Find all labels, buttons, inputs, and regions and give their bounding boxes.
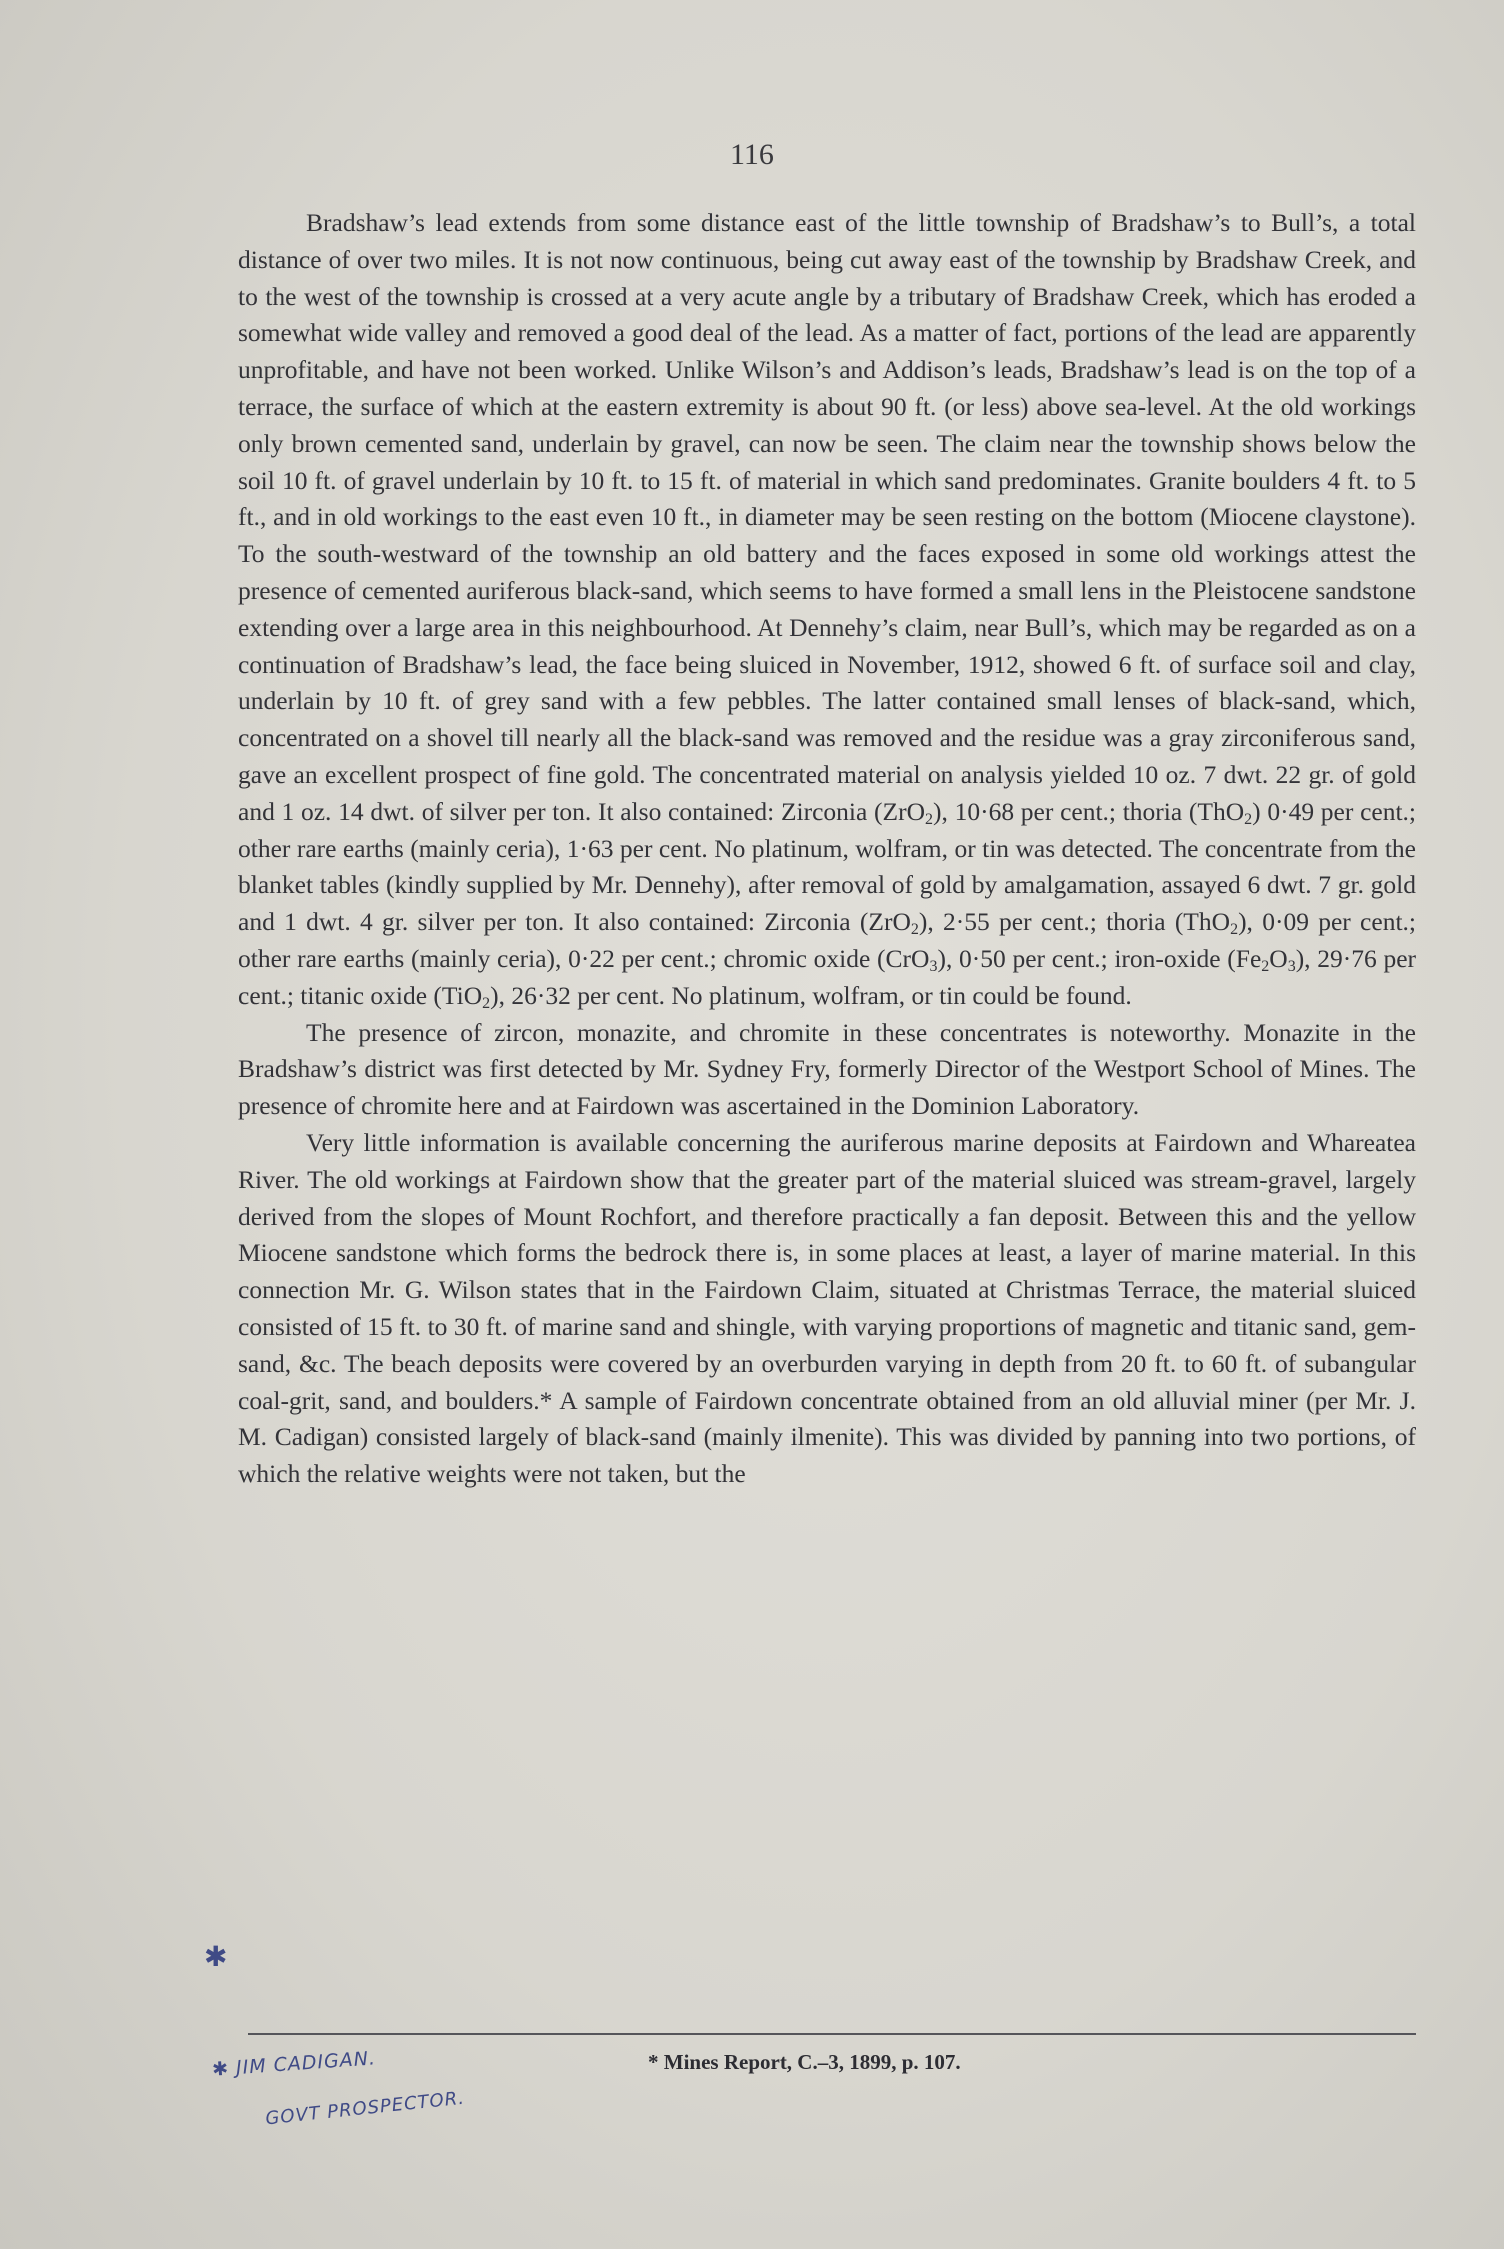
text-run: ), 26·32 per cent. No platinum, wolfram, or tin could be found. [490,980,1132,1010]
footnote: * Mines Report, C.–3, 1899, p. 107. [648,2050,961,2074]
subscript: 2 [1261,957,1270,975]
text-run: ), 0·50 per cent.; iron-oxide (Fe [937,943,1262,973]
text-run: ) 0·49 per cent.; other rare earths (mainly ceria), 1·63 per cent. No platinum, wolfram, or tin was detected. The concentrate from the blanket tables (kindly supplied by Mr. Dennehy), after removal of gold by amalgamation, assayed 6 dwt. 7 gr. gold and 1 dwt. 4 gr. silver per ton. It also contained: Zirconia (ZrO [238,796,1416,937]
subscript: 2 [482,994,491,1012]
text-run: ), 2·55 per cent.; thoria (ThO [918,907,1231,937]
footnote-divider [248,2033,1416,2035]
handwritten-note-line-1: ✱ JIM CADIGAN. [211,2047,377,2081]
paragraph-3: Very little information is available concerning the auriferous marine deposits at Fairdown and Whareatea River. The old workings at Fairdown show that the greater part of the material sluiced was stream-gravel, largely derived from the slopes of Mount Rochfort, and therefore practically a fan deposit. Between this and the yellow Miocene sandstone which forms the bedrock there is, in some places at least, a layer of marine material. In this connection Mr. G. Wilson states that in the Fairdown Claim, situated at Christmas Terrace, the material sluiced consisted of 15 ft. to 30 ft. of marine sand and shingle, with varying proportions of magnetic and titanic sand, gem-sand, &c. The beach deposits were covered by an overburden varying in depth from 20 ft. to 60 ft. of subangular coal-grit, sand, and boulders.* A sample of Fairdown concentrate obtained from an old alluvial miner (per Mr. J. M. Cadigan) consisted largely of black-sand (mainly ilmenite). This was divided by panning into two portions, of which the relative weights were not taken, but the [238,1127,1416,1489]
subscript: 2 [910,921,919,939]
body-text [238,205,1416,1493]
subscript: 3 [929,957,938,975]
text-run: O [1269,943,1288,973]
text-run: ), 0·09 per cent.; other rare earths (mainly ceria), 0·22 per cent.; chromic oxide (CrO [238,907,1416,973]
text-run: ), 10·68 per cent.; thoria (ThO [933,796,1245,826]
subscript: 2 [1230,921,1239,939]
text-run: Bradshaw’s lead extends from some distance east of the little township of Bradshaw’s to Bull’s, a total distance of over two miles. It is not now continuous, being cut away east of the township by Bradshaw Creek, and to the west of the township is crossed at a very acute angle by a tributary of Bradshaw Creek, which has eroded a somewhat wide valley and removed a good deal of the lead. As a matter of fact, portions of the lead are apparently unprofitable, and have not been worked. Unlike Wilson’s and Addison’s leads, Bradshaw’s lead is on the top of a terrace, the surface of which at the eastern extremity is about 90 ft. (or less) above sea-level. At the old workings only brown cemented sand, underlain by gravel, can now be seen. The claim near the township shows below the soil 10 ft. of gravel underlain by 10 ft. to 15 ft. of material in which sand predominates. Granite boulders 4 ft. to 5 ft., and in old workings to the east even 10 ft., in diameter may be seen resting on the bottom (Miocene claystone). To the south-westward of the township an old battery and the faces exposed in some old workings attest the presence of cemented auriferous black-sand, which seems to have formed a small lens in the Pleistocene sandstone extending over a large area in this neighbourhood. At Dennehy’s claim, near Bull’s, which may be regarded as on a continuation of Bradshaw’s lead, the face being sluiced in November, 1912, showed 6 ft. of surface soil and clay, underlain by 10 ft. of grey sand with a few pebbles. The latter contained small lenses of black-sand, which, concentrated on a shovel till nearly all the black-sand was removed and the residue was a gray zirconiferous sand, gave an excellent prospect of fine gold. The concentrated material on analysis yielded 10 oz. 7 dwt. 22 gr. of gold and 1 oz. 14 dwt. of silver per ton. It also contained: Zirconia (ZrO [238,208,1416,826]
handwritten-note-line-2: GOVT PROSPECTOR. [264,2087,466,2130]
subscript: 2 [925,810,934,828]
paragraph-2: The presence of zircon, monazite, and chromite in these concentrates is noteworthy. Monazite in the Bradshaw’s district was first detected by Mr. Sydney Fry, formerly Director of the Westport School of Mines. The presence of chromite here and at Fairdown was ascertained in the Dominion Laboratory. [238,1017,1416,1121]
margin-asterisk-mark: ✱ [204,1940,228,1973]
page-number: 116 [730,138,774,171]
paragraph-1 [238,205,1416,1015]
subscript: 3 [1287,957,1296,975]
text-run: ), 29·76 per cent.; titanic oxide (TiO [238,943,1417,1010]
subscript: 2 [1244,810,1253,828]
